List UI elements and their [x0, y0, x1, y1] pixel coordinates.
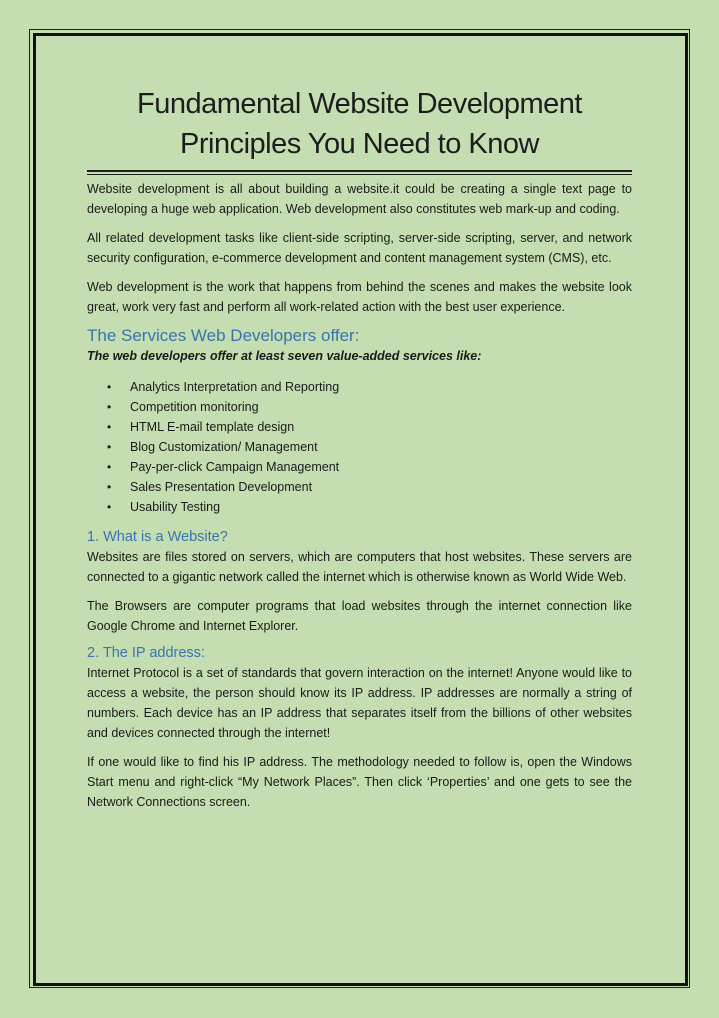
services-heading: The Services Web Developers offer:	[87, 326, 360, 345]
bullet-icon: •	[107, 500, 112, 514]
list-item: • Sales Presentation Development	[87, 477, 632, 497]
section-2-paragraph: If one would like to find his IP address. The methodology needed to follow is, open the Windows Start menu and right-click “My Network Places”. Then click ‘Properties’ and one gets to see the Network Connections screen.	[87, 755, 632, 809]
bullet-icon: •	[107, 460, 112, 474]
intro-section	[87, 179, 632, 317]
bullet-icon: •	[107, 440, 112, 454]
list-item: • HTML E-mail template design	[87, 417, 632, 437]
bullet-icon: •	[107, 420, 112, 434]
list-item: • Analytics Interpretation and Reporting	[87, 377, 632, 397]
list-item: • Competition monitoring	[87, 397, 632, 417]
list-item: • Usability Testing	[87, 497, 632, 517]
services-list	[87, 377, 632, 517]
intro-paragraph: Web development is the work that happens from behind the scenes and makes the website look great, work very fast and perform all work-related action with the best user experience.	[87, 280, 632, 314]
title-line-1: Fundamental Website Development	[137, 88, 582, 120]
bullet-icon: •	[107, 380, 112, 394]
list-item: • Blog Customization/ Management	[87, 437, 632, 457]
intro-paragraph: Website development is all about building a website.it could be creating a single text page to developing a huge web application. Web development also constitutes web mark-up and coding.	[87, 182, 632, 216]
section-2-paragraph: Internet Protocol is a set of standards that govern interaction on the internet! Anyone would like to access a website, the person should know its IP address. IP addresses are normally a string of numbers. Each device has an IP address that separates itself from the billions of other websites and devices connected through the internet!	[87, 666, 632, 740]
list-item: • Pay-per-click Campaign Management	[87, 457, 632, 477]
section-2-heading: 2. The IP address:	[87, 645, 205, 661]
services-lead: The web developers offer at least seven value-added services like:	[87, 349, 482, 363]
section-1-paragraph: The Browsers are computer programs that load websites through the internet connection like Google Chrome and Internet Explorer.	[87, 599, 632, 633]
bullet-icon: •	[107, 480, 112, 494]
section-1-heading: 1. What is a Website?	[87, 529, 228, 545]
section-1-paragraph: Websites are files stored on servers, which are computers that host websites. These servers are connected to a gigantic network called the internet which is otherwise known as World Wide Web.	[87, 550, 632, 584]
document-title	[87, 84, 632, 164]
title-line-2: Principles You Need to Know	[180, 128, 539, 160]
document-content	[87, 84, 632, 821]
intro-paragraph: All related development tasks like client-side scripting, server-side scripting, server, and network security configuration, e-commerce development and content management system (CMS), etc.	[87, 231, 632, 265]
title-underline	[87, 170, 632, 175]
bullet-icon: •	[107, 400, 112, 414]
